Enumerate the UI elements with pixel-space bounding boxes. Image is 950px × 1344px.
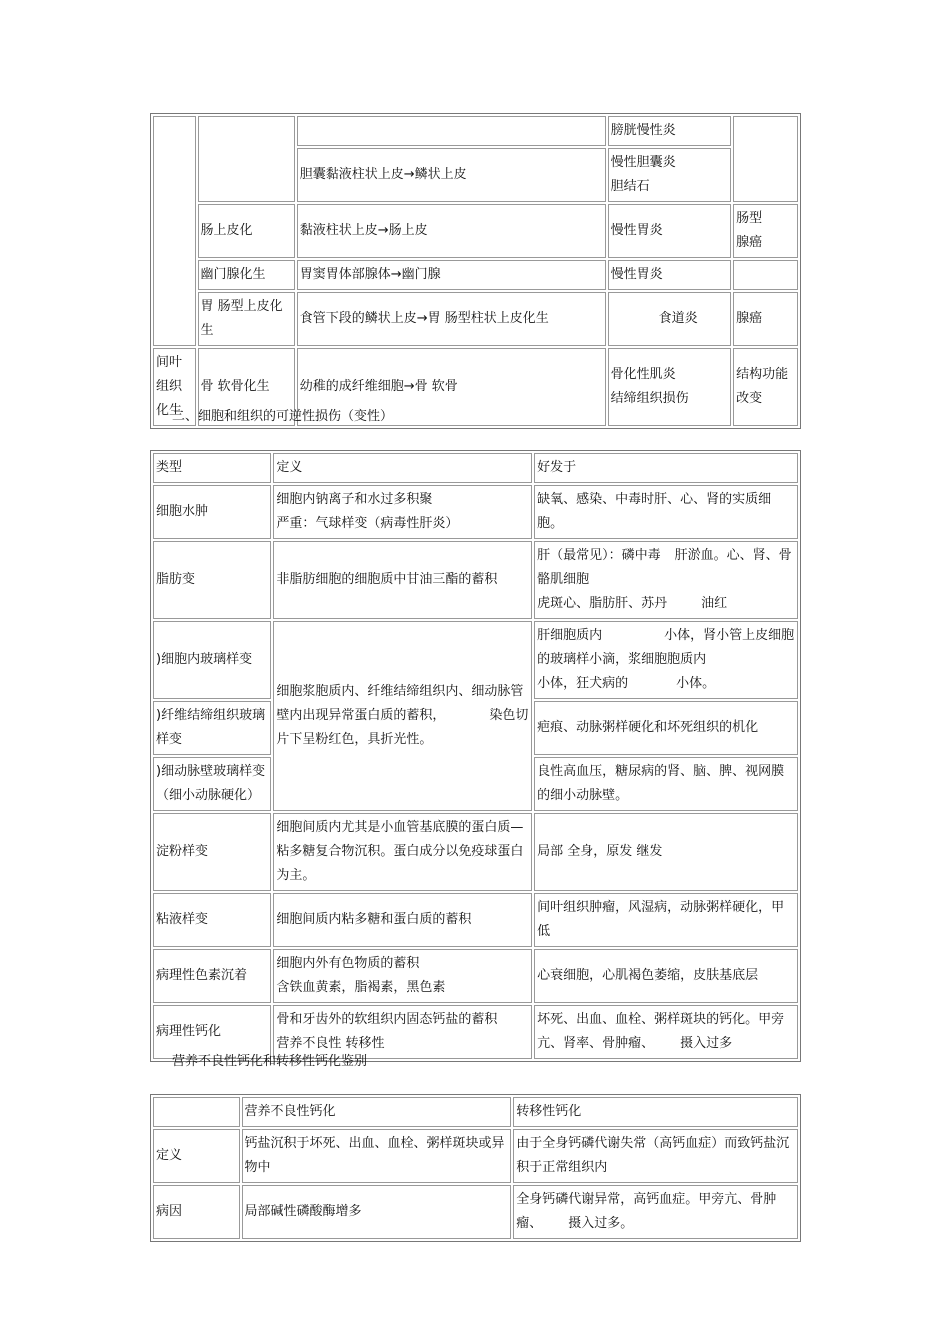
definition-cell: 细胞内外有色物质的蓄积 含铁血黄素，脂褐素，黑色素	[273, 949, 532, 1003]
cancer-cell: 腺癌	[733, 292, 798, 346]
disease-cell: 骨化性肌炎 结缔组织损伤	[608, 348, 732, 426]
site-cell: 心衰细胞，心肌褐色萎缩，皮肤基底层	[534, 949, 798, 1003]
cancer-cell-blank	[733, 116, 798, 202]
change-cell: 食管下段的鳞状上皮→胃 肠型柱状上皮化生	[297, 292, 606, 346]
definition-cell: 细胞间质内尤其是小血管基底膜的蛋白质—粘多糖复合物沉积。蛋白成分以免疫球蛋白为主。	[273, 813, 532, 891]
change-cell: 胆囊黏液柱状上皮→鳞状上皮	[297, 148, 606, 202]
type-cell: 骨 软骨化生	[198, 348, 295, 426]
header-site: 好发于	[534, 453, 798, 483]
site-cell: 良性高血压，糖尿病的肾、脑、脾、视网膜的细小动脉壁。	[534, 757, 798, 811]
definition-cell: 骨和牙齿外的软组织内固态钙盐的蓄积 营养不良性 转移性	[273, 1005, 532, 1059]
site-cell: 坏死、出血、血栓、粥样斑块的钙化。甲旁亢、肾率、骨肿瘤、 摄入过多	[534, 1005, 798, 1059]
site-cell: 疤痕、动脉粥样硬化和坏死组织的机化	[534, 701, 798, 755]
definition-cell: 细胞浆胞质内、纤维结缔组织内、细动脉管壁内出现异常蛋白质的蓄积， 染色切片下呈粉红色，具折光性。	[273, 621, 532, 811]
site-cell: 肝（最常见）：磷中毒 肝淤血。心、肾、骨骼肌细胞 虎斑心、脂肪肝、苏丹 油红	[534, 541, 798, 619]
label-cell: 定义	[153, 1129, 240, 1183]
disease-cell: 慢性胃炎	[608, 260, 732, 290]
header-definition: 定义	[273, 453, 532, 483]
dystrophic-cell: 钙盐沉积于坏死、出血、血栓、粥样斑块或异物中	[242, 1129, 512, 1183]
change-cell: 黏液柱状上皮→肠上皮	[297, 204, 606, 258]
header-metastatic: 转移性钙化	[513, 1097, 798, 1127]
type-cell: 粘液样变	[153, 893, 271, 947]
type-cell: 淀粉样变	[153, 813, 271, 891]
disease-cell: 食道炎	[608, 292, 732, 346]
type-cell: 病理性钙化	[153, 1005, 271, 1059]
metastatic-cell: 由于全身钙磷代谢失常（高钙血症）而致钙盐沉积于正常组织内	[513, 1129, 798, 1183]
category-cell-epithelial	[153, 116, 196, 346]
metastatic-cell: 全身钙磷代谢异常，高钙血症。甲旁亢、骨肿瘤、 摄入过多。	[513, 1185, 798, 1239]
definition-cell: 非脂肪细胞的细胞质中甘油三酯的蓄积	[273, 541, 532, 619]
type-cell: 肠上皮化	[198, 204, 295, 258]
type-cell: 脂肪变	[153, 541, 271, 619]
change-cell: 幼稚的成纤维细胞→骨 软骨	[297, 348, 606, 426]
metaplasia-table	[150, 113, 801, 429]
header-blank	[153, 1097, 240, 1127]
section-heading-reversible-injury: 二、细胞和组织的可逆性损伤（变性）	[172, 409, 394, 424]
dystrophic-cell: 局部碱性磷酸酶增多	[242, 1185, 512, 1239]
header-dystrophic: 营养不良性钙化	[242, 1097, 512, 1127]
cancer-cell: 结构功能改变	[733, 348, 798, 426]
disease-cell: 慢性胃炎	[608, 204, 732, 258]
cancer-cell-blank	[733, 260, 798, 290]
site-cell: 局部 全身，原发 继发	[534, 813, 798, 891]
change-cell	[297, 116, 606, 146]
category-cell: 间叶组织化生	[153, 348, 196, 426]
disease-cell: 膀胱慢性炎	[608, 116, 732, 146]
type-cell: 细胞水肿	[153, 485, 271, 539]
type-cell: )细动脉壁玻璃样变（细小动脉硬化）	[153, 757, 271, 811]
definition-cell: 细胞内钠离子和水过多积聚 严重：气球样变（病毒性肝炎）	[273, 485, 532, 539]
header-type: 类型	[153, 453, 271, 483]
cancer-cell: 肠型 腺癌	[733, 204, 798, 258]
site-cell: 间叶组织肿瘤，风湿病，动脉粥样硬化，甲低	[534, 893, 798, 947]
section-heading-calcification: 营养不良性钙化和转移性钙化鉴别	[172, 1054, 368, 1069]
site-cell: 肝细胞质内 小体，肾小管上皮细胞的玻璃样小滴，浆细胞胞质内 小体，狂犬病的 小体。	[534, 621, 798, 699]
type-cell: )细胞内玻璃样变	[153, 621, 271, 699]
type-cell: 胃 肠型上皮化生	[198, 292, 295, 346]
type-cell: 幽门腺化生	[198, 260, 295, 290]
type-cell: )纤维结缔组织玻璃样变	[153, 701, 271, 755]
calcification-table	[150, 1094, 801, 1242]
label-cell: 病因	[153, 1185, 240, 1239]
change-cell: 胃窦胃体部腺体→幽门腺	[297, 260, 606, 290]
disease-cell: 慢性胆囊炎 胆结石	[608, 148, 732, 202]
site-cell: 缺氧、感染、中毒时肝、心、肾的实质细胞。	[534, 485, 798, 539]
type-cell: 病理性色素沉着	[153, 949, 271, 1003]
reversible-injury-table	[150, 450, 801, 1062]
type-cell-blank	[198, 116, 295, 202]
definition-cell: 细胞间质内粘多糖和蛋白质的蓄积	[273, 893, 532, 947]
